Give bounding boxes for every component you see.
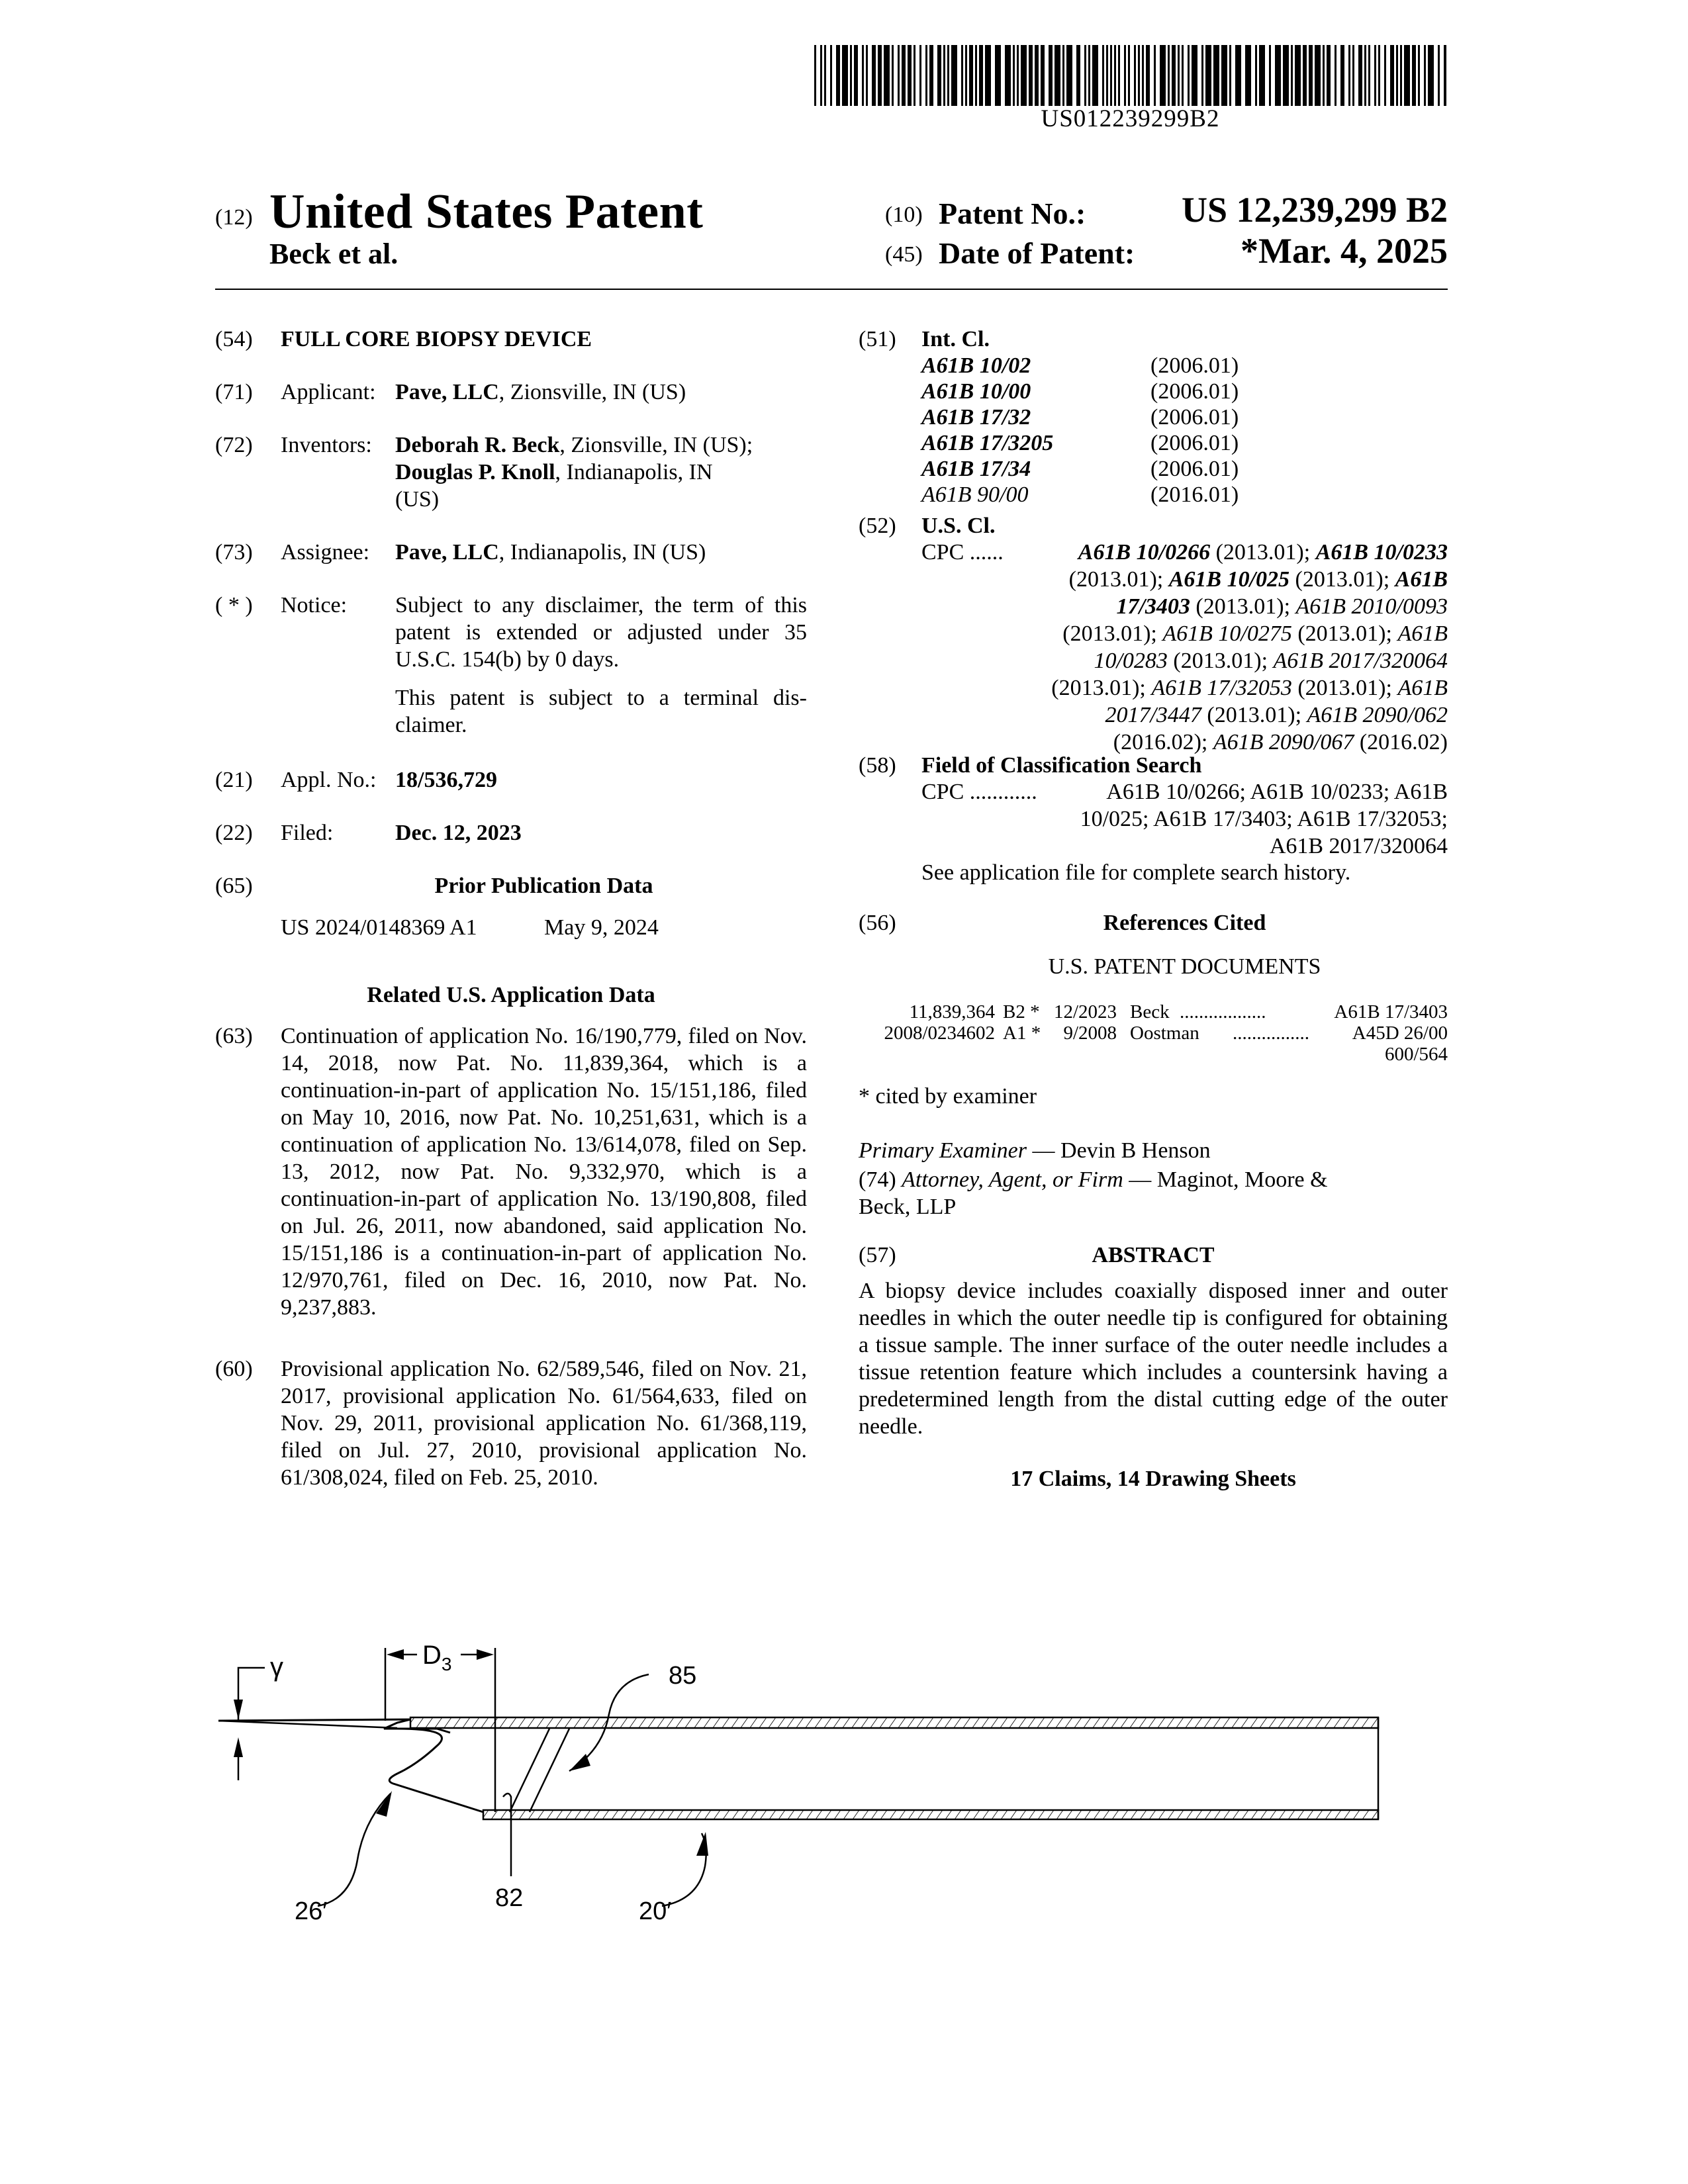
- int-cl-row: [921, 378, 1252, 404]
- barcode-bar: [908, 45, 912, 106]
- code-57: (57): [859, 1243, 896, 1267]
- notice-label: Notice:: [281, 593, 348, 617]
- filed-date: Dec. 12, 2023: [395, 821, 522, 845]
- attorney-label: Attorney, Agent, or Firm: [902, 1167, 1123, 1192]
- leader-20: [662, 1833, 706, 1906]
- barcode: [814, 45, 1446, 106]
- code-73: (73): [215, 540, 253, 565]
- barcode-bar: [1021, 45, 1027, 106]
- inventor-short: Beck et al.: [269, 238, 399, 270]
- barcode-bar: [1201, 45, 1203, 106]
- gamma-label: γ: [270, 1653, 283, 1682]
- field-search-line: A61B 2017/320064: [1269, 834, 1448, 858]
- ref-date: 12/2023: [1053, 1001, 1117, 1023]
- barcode-bar: [1088, 45, 1090, 106]
- abstract-heading: ABSTRACT: [1092, 1243, 1215, 1267]
- attorney: [859, 1166, 1448, 1220]
- primary-examiner: [859, 1137, 1211, 1164]
- outer-needle-wall-top: [410, 1717, 1378, 1728]
- us-cl-cpc-label: CPC ......: [921, 540, 1004, 565]
- assignee: [395, 539, 706, 566]
- barcode-bar: [943, 45, 945, 106]
- int-cl-version: (2006.01): [1150, 431, 1239, 455]
- examiner-label: Primary Examiner: [859, 1138, 1027, 1163]
- applicant-label: Applicant:: [281, 380, 376, 404]
- barcode-bar: [1309, 45, 1313, 106]
- appl-no-label: Appl. No.:: [281, 768, 377, 792]
- field-search-cpc-label: CPC ............: [921, 780, 1037, 804]
- barcode-bar: [1102, 45, 1104, 106]
- us-cl-line: 17/3403 (2013.01); A61B 2010/0093: [1116, 594, 1448, 619]
- patent-no-label: Patent No.:: [939, 197, 1086, 230]
- barcode-bar: [1400, 45, 1402, 106]
- barcode-bar: [1424, 45, 1426, 106]
- retention-line-1: [510, 1729, 549, 1812]
- barcode-bar: [914, 45, 915, 106]
- cited-by-examiner: * cited by examiner: [859, 1084, 1037, 1109]
- barcode-bar: [925, 45, 927, 106]
- barcode-bar: [1295, 45, 1301, 106]
- field-search-note: See application file for complete search history.: [921, 860, 1351, 885]
- code-63: (63): [215, 1024, 253, 1048]
- barcode-bar: [1404, 45, 1410, 106]
- field-search-cpc-list: [1033, 778, 1448, 860]
- barcode-bar: [1118, 45, 1120, 106]
- ref-85: 85: [669, 1662, 697, 1690]
- abstract-text: A biopsy device includes coaxially disposed inner and outer needles in which the outer needle tip is configured for obtaining a tissue sample. The inner surface of the outer needle includes a tissue retention feature which includes a countersink having a predetermined length from the distal cutting edge of the outer needle.: [859, 1279, 1448, 1439]
- leader-26-arrow: [376, 1791, 392, 1817]
- us-cl-cpc-list: [993, 539, 1448, 756]
- int-cl-class: A61B 17/32: [921, 405, 1031, 430]
- int-cl-version: (2006.01): [1150, 405, 1239, 430]
- us-cl-line: (2016.02); A61B 2090/067 (2016.02): [1113, 730, 1448, 754]
- filed-label: Filed:: [281, 821, 334, 845]
- inventor-2-country: (US): [395, 487, 440, 512]
- barcode-bar: [1368, 45, 1370, 106]
- angle-leader: [238, 1668, 265, 1721]
- us-cl-label: U.S. Cl.: [921, 514, 996, 538]
- barcode-bar: [820, 45, 822, 106]
- ref-number: 2008/0234602: [884, 1023, 995, 1044]
- us-patent-documents-heading: U.S. PATENT DOCUMENTS: [1048, 954, 1321, 979]
- barcode-bar: [965, 45, 967, 106]
- assignee-name: Pave, LLC: [395, 540, 499, 565]
- barcode-bar: [1138, 45, 1140, 106]
- ref-class: A45D 26/00: [1352, 1023, 1448, 1044]
- barcode-bar: [1358, 45, 1362, 106]
- prior-publication-heading: Prior Publication Data: [434, 874, 653, 898]
- cutting-edge: [389, 1729, 483, 1812]
- code-71: (71): [215, 380, 253, 404]
- examiner-name: Devin B Henson: [1060, 1138, 1211, 1163]
- angle-arrow-down: [234, 1700, 243, 1719]
- outer-needle-wall-bottom: [483, 1810, 1378, 1819]
- barcode-bar: [937, 45, 941, 106]
- barcode-bar: [1154, 45, 1156, 106]
- barcode-bar: [1221, 45, 1227, 106]
- barcode-bar: [1259, 45, 1265, 106]
- barcode-bar: [1235, 45, 1241, 106]
- barcode-bar: [1315, 45, 1321, 106]
- assignee-location: , Indianapolis, IN (US): [498, 540, 706, 565]
- code-58: (58): [859, 753, 896, 778]
- barcode-bar: [1168, 45, 1170, 106]
- related-application-heading: Related U.S. Application Data: [367, 983, 655, 1007]
- ref-leader: ................: [1233, 1023, 1309, 1044]
- provisional-text: Provisional application No. 62/589,546, filed on Nov. 21, 2017, provisional application No. 61/564,633, filed on Nov. 29, 2011, provisional application No. 61/368,119, filed on Jul. 27, 2010, provisional application No. 61/308,024, filed on Feb. 25, 2010.: [281, 1357, 807, 1490]
- barcode-bar: [1444, 45, 1446, 106]
- barcode-bar: [1066, 45, 1072, 106]
- us-cl-line: (2013.01); A61B 10/0275 (2013.01); A61B: [1062, 621, 1448, 646]
- barcode-bar: [1378, 45, 1380, 106]
- barcode-bar: [1106, 45, 1108, 106]
- barcode-bar: [1142, 45, 1144, 106]
- int-cl-list: [921, 352, 1252, 507]
- barcode-bar: [1390, 45, 1394, 106]
- reference-row: [859, 1002, 1448, 1023]
- field-search-line: 10/025; A61B 17/3403; A61B 17/32053;: [1080, 807, 1448, 831]
- barcode-bar: [1049, 45, 1053, 106]
- barcode-bar: [1114, 45, 1116, 106]
- applicant: [395, 379, 686, 406]
- references-heading: References Cited: [1103, 911, 1266, 935]
- barcode-bar: [1348, 45, 1350, 106]
- barcode-bar: [1255, 45, 1257, 106]
- inventors-label: Inventors:: [281, 433, 372, 457]
- int-cl-label: Int. Cl.: [921, 327, 990, 351]
- notice-text: Subject to any disclaimer, the term of this patent is extended or adjusted under 35 U.S.C. 154(b) by 0 days.: [395, 593, 807, 672]
- retention-line-2: [530, 1729, 569, 1812]
- barcode-bar: [1160, 45, 1166, 106]
- ref-26: 26′: [295, 1897, 328, 1925]
- code-12: (12): [215, 205, 253, 230]
- barcode-bar: [1017, 45, 1019, 106]
- us-cl-line: (2013.01); A61B 10/025 (2013.01); A61B: [1068, 567, 1448, 592]
- code-21: (21): [215, 768, 253, 792]
- code-56: (56): [859, 911, 896, 935]
- barcode-bar: [842, 45, 848, 106]
- ref-kind: A1 *: [1003, 1023, 1041, 1044]
- barcode-bar: [1323, 45, 1325, 106]
- barcode-bar: [1062, 45, 1064, 106]
- barcode-bar: [824, 45, 826, 106]
- barcode-bar: [1352, 45, 1354, 106]
- patent-type-title: United States Patent: [269, 185, 704, 239]
- barcode-bar: [995, 45, 1001, 106]
- ref-name: Oostman: [1130, 1023, 1199, 1044]
- field-search-label: Field of Classification Search: [921, 753, 1202, 778]
- reference-row: [859, 1023, 1448, 1044]
- d3-label: $D_3$: [422, 1641, 452, 1674]
- barcode-bar: [1084, 45, 1086, 106]
- barcode-bar: [1029, 45, 1033, 106]
- barcode-bar: [1188, 45, 1190, 106]
- int-cl-class: A61B 10/02: [921, 353, 1031, 378]
- barcode-bar: [1192, 45, 1197, 106]
- barcode-bar: [961, 45, 963, 106]
- inventor-2-name: Douglas P. Knoll: [395, 460, 555, 484]
- int-cl-version: (2006.01): [1150, 379, 1239, 404]
- barcode-bar: [1428, 45, 1434, 106]
- inventors: [395, 432, 819, 513]
- barcode-bar: [814, 45, 816, 106]
- ref-name: Beck: [1130, 1001, 1170, 1023]
- barcode-bar: [1172, 45, 1176, 106]
- barcode-bar: [892, 45, 894, 106]
- int-cl-version: (2016.01): [1150, 482, 1239, 507]
- barcode-bar: [1013, 45, 1015, 106]
- angle-arrow-up: [234, 1737, 243, 1757]
- int-cl-class: A61B 10/00: [921, 379, 1031, 404]
- ref-number: 11,839,364: [909, 1001, 995, 1023]
- code-22: (22): [215, 821, 253, 845]
- code-65: (65): [215, 874, 253, 898]
- assignee-label: Assignee:: [281, 540, 370, 565]
- barcode-bar: [1418, 45, 1420, 106]
- barcode-bar: [1005, 45, 1011, 106]
- barcode-bar: [866, 45, 868, 106]
- barcode-bar: [969, 45, 973, 106]
- barcode-bar: [947, 45, 949, 106]
- barcode-bar: [854, 45, 858, 106]
- barcode-bar: [1412, 45, 1416, 106]
- us-cl-line: 2017/3447 (2013.01); A61B 2090/062: [1105, 703, 1448, 727]
- barcode-bar: [1182, 45, 1184, 106]
- date-label: Date of Patent:: [939, 236, 1135, 270]
- inventor-1-location: , Zionsville, IN (US);: [559, 433, 753, 457]
- attorney-name-cont: Beck, LLP: [859, 1195, 957, 1219]
- barcode-bar: [1076, 45, 1080, 106]
- d3-arrow-right: [477, 1649, 494, 1660]
- int-cl-row: [921, 430, 1252, 455]
- applicant-location: , Zionsville, IN (US): [498, 380, 686, 404]
- code-45: (45): [885, 242, 923, 267]
- barcode-bar: [1213, 45, 1219, 106]
- int-cl-row: [921, 455, 1252, 481]
- barcode-bar: [1340, 45, 1344, 106]
- barcode-bar: [1055, 45, 1060, 106]
- barcode-bar: [902, 45, 906, 106]
- prior-publication-number: US 2024/0148369 A1: [281, 915, 477, 940]
- code-74: (74): [859, 1167, 896, 1192]
- barcode-bar: [830, 45, 832, 106]
- int-cl-row: [921, 404, 1252, 430]
- barcode-bar: [1364, 45, 1366, 106]
- barcode-bar: [1229, 45, 1231, 106]
- barcode-bar: [919, 45, 921, 106]
- barcode-bar: [872, 45, 876, 106]
- int-cl-version: (2006.01): [1150, 353, 1239, 378]
- header-rule: [215, 289, 1448, 290]
- code-72: (72): [215, 433, 253, 457]
- barcode-bar: [1275, 45, 1281, 106]
- barcode-bar: [1092, 45, 1098, 106]
- barcode-bar: [1438, 45, 1440, 106]
- barcode-bar: [979, 45, 983, 106]
- inventor-2-location: , Indianapolis, IN: [555, 460, 713, 484]
- us-cl-line: 10/0283 (2013.01); A61B 2017/320064: [1094, 649, 1448, 673]
- barcode-bar: [985, 45, 991, 106]
- barcode-bar: [878, 45, 882, 106]
- tip-bevel-line: [218, 1721, 397, 1728]
- barcode-bar: [1178, 45, 1180, 106]
- barcode-bar: [1128, 45, 1130, 106]
- barcode-bar: [1335, 45, 1336, 106]
- code-10: (10): [885, 203, 923, 227]
- barcode-bar: [1303, 45, 1307, 106]
- applicant-name: Pave, LLC: [395, 380, 499, 404]
- barcode-bar: [951, 45, 957, 106]
- barcode-bar: [862, 45, 864, 106]
- attorney-name: Maginot, Moore &: [1156, 1167, 1328, 1192]
- us-cl-line: (2013.01); A61B 17/32053 (2013.01); A61B: [1051, 676, 1448, 700]
- barcode-bar: [850, 45, 852, 106]
- barcode-bar: [1205, 45, 1211, 106]
- barcode-bar: [1124, 45, 1126, 106]
- code-52: (52): [859, 514, 896, 538]
- references-table: [859, 1002, 1448, 1066]
- ref-82: 82: [495, 1884, 524, 1912]
- invention-title: FULL CORE BIOPSY DEVICE: [281, 327, 592, 351]
- barcode-bar: [898, 45, 900, 106]
- barcode-bar: [1245, 45, 1251, 106]
- barcode-bar: [1134, 45, 1136, 106]
- barcode-bar: [1110, 45, 1112, 106]
- barcode-number: US012239299B2: [1041, 105, 1220, 132]
- field-search-line: A61B 10/0266; A61B 10/0233; A61B: [1106, 780, 1448, 804]
- us-cl-line: A61B 10/0266 (2013.01); A61B 10/0233: [1078, 540, 1448, 565]
- appl-no: 18/536,729: [395, 768, 497, 792]
- examiner-separator: —: [1027, 1138, 1061, 1163]
- ref-kind: B2 *: [1003, 1001, 1040, 1023]
- barcode-bar: [1396, 45, 1398, 106]
- barcode-bar: [929, 45, 933, 106]
- int-cl-class: A61B 90/00: [921, 482, 1029, 507]
- int-cl-class: A61B 17/3205: [921, 431, 1054, 455]
- terminal-disclaimer-text: This patent is subject to a terminal dis-claimer.: [395, 686, 807, 737]
- barcode-bar: [1291, 45, 1293, 106]
- code-notice: ( * ): [215, 593, 253, 617]
- barcode-bar: [1283, 45, 1289, 106]
- ref-20: 20′: [639, 1897, 672, 1925]
- claims-summary: 17 Claims, 14 Drawing Sheets: [1010, 1467, 1296, 1491]
- barcode-bar: [1327, 45, 1331, 106]
- reference-row: [859, 1044, 1448, 1066]
- ref-date: 9/2008: [1063, 1023, 1117, 1044]
- barcode-bar: [836, 45, 840, 106]
- patent-date: *Mar. 4, 2025: [1241, 231, 1448, 271]
- int-cl-version: (2006.01): [1150, 457, 1239, 481]
- ref-extra-class: 600/564: [1384, 1044, 1448, 1065]
- int-cl-class: A61B 17/34: [921, 457, 1031, 481]
- code-51: (51): [859, 327, 896, 351]
- barcode-bar: [1146, 45, 1150, 106]
- barcode-bar: [975, 45, 977, 106]
- patent-number: US 12,239,299 B2: [1181, 190, 1448, 230]
- barcode-bar: [884, 45, 890, 106]
- int-cl-row: [921, 481, 1252, 507]
- attorney-separator: —: [1123, 1167, 1157, 1192]
- inventor-1-name: Deborah R. Beck: [395, 433, 560, 457]
- ref-leader: ..................: [1180, 1001, 1266, 1023]
- barcode-bar: [1041, 45, 1045, 106]
- prior-publication-date: May 9, 2024: [544, 915, 659, 940]
- needle-drawing: [199, 1615, 1456, 1985]
- barcode-bar: [1269, 45, 1271, 106]
- d3-arrow-left: [387, 1649, 404, 1660]
- barcode-bar: [1384, 45, 1386, 106]
- ref-class: A61B 17/3403: [1334, 1001, 1448, 1023]
- code-60: (60): [215, 1357, 253, 1381]
- continuation-text: Continuation of application No. 16/190,779, filed on Nov. 14, 2018, now Pat. No. 11,839,364, which is a continuation-in-part of application No. 15/151,186, filed on May 10, 2016, now Pat. No. 10,251,631, which is a continuation of application No. 13/614,078, filed on Sep. 13, 2012, now Pat. No. 9,332,970, which is a continuation-in-part of application No. 13/190,808, filed on Jul. 26, 2011, now abandoned, said application No. 15/151,186 is a continuation-in-part of application No. 12/970,761, filed on Dec. 16, 2010, now Pat. No. 9,237,883.: [281, 1024, 807, 1320]
- int-cl-row: [921, 352, 1252, 378]
- code-54: (54): [215, 327, 253, 351]
- barcode-bar: [1374, 45, 1376, 106]
- barcode-bar: [1035, 45, 1039, 106]
